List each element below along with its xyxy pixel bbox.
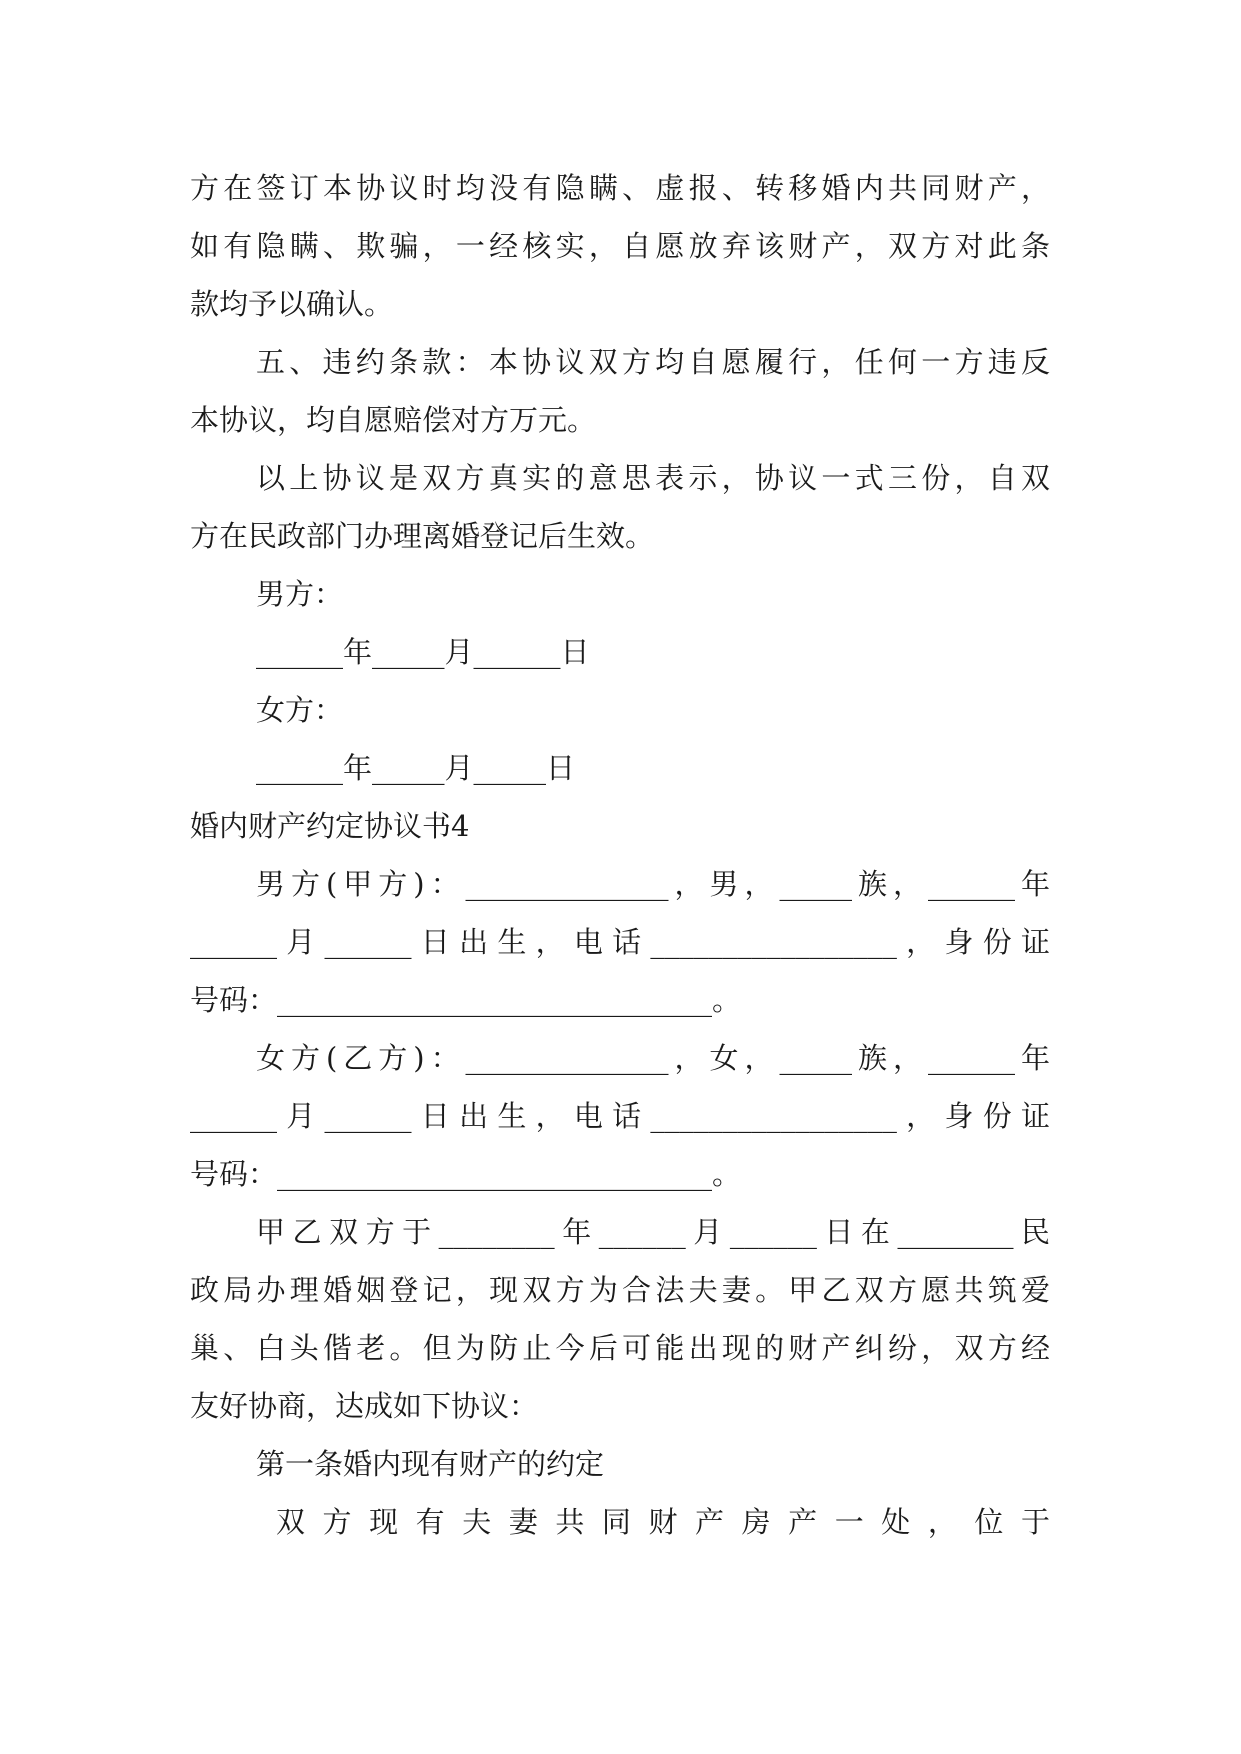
text-line: 如有隐瞒、欺骗，一经核实，自愿放弃该财产，双方对此条 bbox=[190, 229, 1050, 263]
date-blank: ______年_____月______日 bbox=[256, 635, 590, 669]
text-line: 女方(乙方)：______________，女，_____族，______年 bbox=[256, 1041, 1050, 1075]
section-title: 婚内财产约定协议书4 bbox=[190, 809, 470, 843]
text-line: 五、违约条款：本协议双方均自愿履行，任何一方违反 bbox=[256, 345, 1050, 379]
text-line: ______月______日出生，电话_________________，身份证 bbox=[190, 925, 1050, 959]
signature-label-female: 女方： bbox=[256, 693, 344, 727]
signature-label-male: 男方： bbox=[256, 577, 344, 611]
text-line: 巢、白头偕老。但为防止今后可能出现的财产纠纷，双方经 bbox=[190, 1331, 1050, 1365]
text-line: 款均予以确认。 bbox=[190, 287, 394, 321]
text-line: 号码：______________________________。 bbox=[190, 1157, 742, 1191]
text-line: 方在签订本协议时均没有隐瞒、虚报、转移婚内共同财产， bbox=[190, 171, 1050, 205]
text-line: 双方现有夫妻共同财产房产一处，位于 bbox=[276, 1505, 1050, 1539]
text-line: 甲乙双方于________年______月______日在________民 bbox=[256, 1215, 1050, 1249]
date-blank: ______年_____月_____日 bbox=[256, 751, 576, 785]
text-line: 男方(甲方)：______________，男，_____族，______年 bbox=[256, 867, 1050, 901]
article-heading: 第一条婚内现有财产的约定 bbox=[256, 1447, 605, 1481]
text-line: 以上协议是双方真实的意思表示，协议一式三份，自双 bbox=[256, 461, 1050, 495]
text-line: 友好协商，达成如下协议： bbox=[190, 1389, 539, 1423]
text-line: 方在民政部门办理离婚登记后生效。 bbox=[190, 519, 655, 553]
text-line: 号码：______________________________。 bbox=[190, 983, 742, 1017]
text-line: ______月______日出生，电话_________________，身份证 bbox=[190, 1099, 1050, 1133]
text-line: 政局办理婚姻登记，现双方为合法夫妻。甲乙双方愿共筑爱 bbox=[190, 1273, 1050, 1307]
text-line: 本协议，均自愿赔偿对方万元。 bbox=[190, 403, 597, 437]
